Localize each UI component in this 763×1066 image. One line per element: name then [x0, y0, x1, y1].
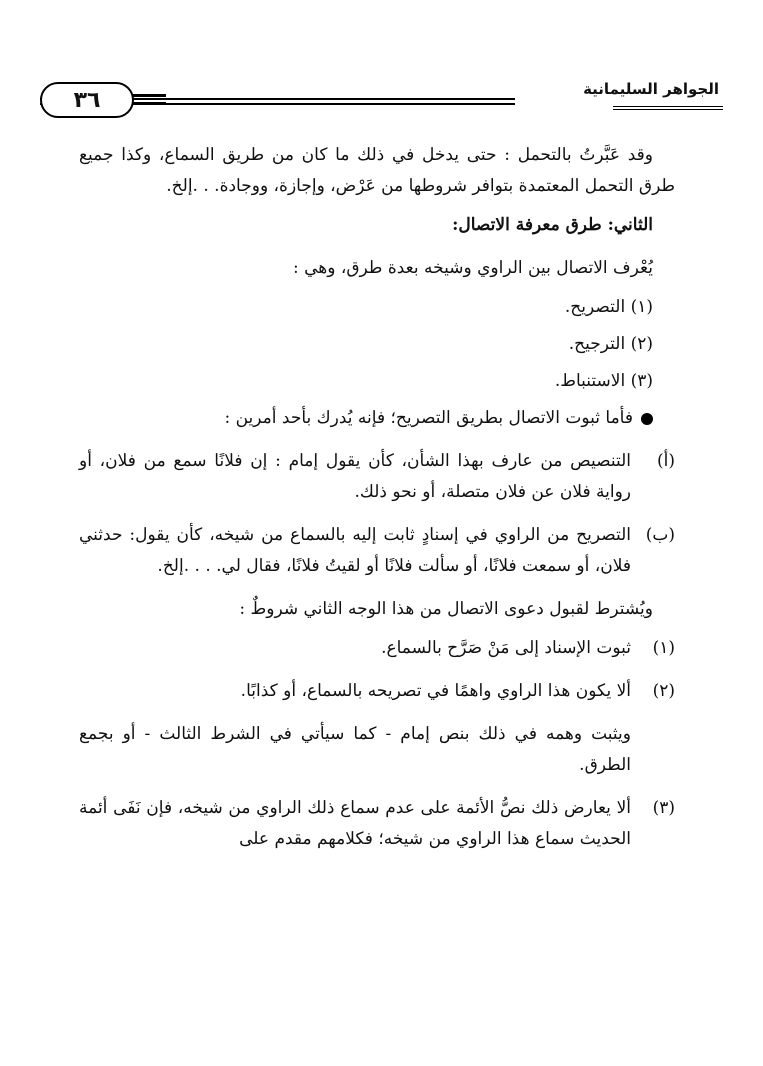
title-underline-second — [613, 109, 723, 110]
condition-text: ثبوت الإسناد إلى مَنْ صَرَّح بالسماع. — [381, 638, 631, 658]
bullet-dot-icon — [641, 413, 653, 425]
item-text: التنصيص من عارف بهذا الشأن، كأن يقول إمام : إن فلانًا سمع من فلان، أو رواية فلان عن فلان متصلة، أو نحو ذلك. — [79, 451, 631, 502]
method-item: (١) التصريح. — [564, 297, 653, 317]
page-number: ٣٦ — [40, 82, 134, 118]
conditions-intro: ويُشترط لقبول دعوى الاتصال من هذا الوجه الثاني شروطٌ : — [239, 599, 653, 619]
condition-label: (٢) — [652, 681, 675, 701]
condition-item — [79, 793, 675, 855]
condition-text: ألا يعارض ذلك نصُّ الأئمة على عدم سماع ذلك الراوي من شيخه، فإن نَفَى أئمة الحديث سماع هذا الراوي من شيخه؛ فكلامهم مقدم على — [79, 798, 631, 849]
condition-label: (١) — [652, 638, 675, 658]
item-text: التصريح من الراوي في إسنادٍ ثابت إليه بالسماع من شيخه، كأن يقول: حدثني فلان، أو سمعت فلانًا، أو سألت فلانًا أو لقيتُ فلانًا، فقال لي. . . .إلخ. — [79, 525, 631, 576]
method-item: (٢) الترجيح. — [568, 334, 653, 354]
page-number-bar — [130, 94, 166, 97]
condition-label: (٣) — [652, 798, 675, 818]
title-underline — [613, 106, 723, 107]
intro-paragraph: وقد عَبَّرتُ بالتحمل : حتى يدخل في ذلك ما كان من طريق السماع، وكذا جميع طرق التحمل المعتمدة بتوافر شروطها من عَرْض، وإجازة، ووجادة. . .إلخ. — [79, 145, 675, 196]
page-number-bar-second — [130, 102, 166, 105]
list-item — [79, 446, 675, 508]
condition-text: ألا يكون هذا الراوي واهمًا في تصريحه بالسماع، أو كذابًا. — [240, 681, 631, 701]
method-item: (٣) الاستنباط. — [554, 371, 653, 391]
methods-list — [79, 292, 675, 397]
condition-item — [79, 676, 675, 707]
list-item — [79, 520, 675, 582]
book-title: الجواهر السليمانية — [583, 80, 719, 98]
item-label: (ب) — [645, 525, 675, 545]
bullet-paragraph — [79, 403, 675, 434]
page-header — [40, 78, 723, 118]
bullet-text: فأما ثبوت الاتصال بطريق التصريح؛ فإنه يُدرك بأحد أمرين : — [224, 408, 633, 428]
item-label: (أ) — [657, 451, 675, 471]
section-heading: الثاني: طرق معرفة الاتصال: — [452, 215, 653, 235]
condition-item — [79, 633, 675, 664]
page-body — [79, 140, 675, 867]
methods-intro: يُعْرف الاتصال بين الراوي وشيخه بعدة طرق، وهي : — [292, 258, 653, 278]
condition-note: ويثبت وهمه في ذلك بنص إمام - كما سيأتي في الشرط الثالث - أو بجمع الطرق. — [79, 724, 631, 775]
